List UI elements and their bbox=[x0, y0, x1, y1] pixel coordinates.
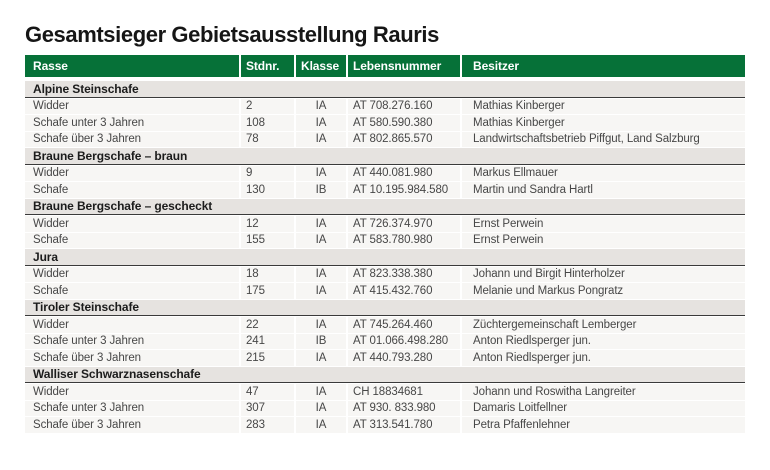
cell-rasse: Widder bbox=[25, 216, 239, 232]
section-header: Jura bbox=[25, 249, 745, 266]
table-row bbox=[25, 267, 745, 283]
cell-besitzer: Martin und Sandra Hartl bbox=[462, 182, 745, 198]
cell-rasse: Schafe bbox=[25, 233, 239, 249]
cell-lebensnummer: AT 440.793.280 bbox=[348, 350, 460, 366]
section-header: Braune Bergschafe – gescheckt bbox=[25, 199, 745, 216]
cell-besitzer: Johann und Roswitha Langreiter bbox=[462, 384, 745, 400]
cell-besitzer: Anton Riedlsperger jun. bbox=[462, 334, 745, 350]
table-row bbox=[25, 115, 745, 131]
cell-rasse: Schafe über 3 Jahren bbox=[25, 132, 239, 148]
cell-rasse: Widder bbox=[25, 166, 239, 182]
cell-besitzer: Ernst Perwein bbox=[462, 216, 745, 232]
table-body bbox=[25, 81, 745, 433]
column-header-stdnr: Stdnr. bbox=[241, 55, 294, 77]
cell-klasse: IA bbox=[296, 132, 346, 148]
table-row bbox=[25, 350, 745, 366]
cell-besitzer: Züchtergemeinschaft Lemberger bbox=[462, 317, 745, 333]
cell-klasse: IA bbox=[296, 267, 346, 283]
cell-rasse: Schafe unter 3 Jahren bbox=[25, 334, 239, 350]
cell-klasse: IA bbox=[296, 166, 346, 182]
cell-rasse: Schafe über 3 Jahren bbox=[25, 417, 239, 433]
section-header: Tiroler Steinschafe bbox=[25, 300, 745, 317]
cell-stdnr: 12 bbox=[241, 216, 294, 232]
cell-stdnr: 2 bbox=[241, 99, 294, 115]
table-row bbox=[25, 334, 745, 350]
table-row bbox=[25, 233, 745, 249]
table-row bbox=[25, 283, 745, 299]
column-header-rasse: Rasse bbox=[25, 55, 239, 77]
table-row bbox=[25, 166, 745, 182]
table-row bbox=[25, 182, 745, 198]
cell-besitzer: Landwirtschaftsbetrieb Piffgut, Land Salzburg bbox=[462, 132, 745, 148]
table-header-row bbox=[25, 55, 745, 77]
cell-klasse: IA bbox=[296, 283, 346, 299]
cell-lebensnummer: AT 313.541.780 bbox=[348, 417, 460, 433]
table-row bbox=[25, 132, 745, 148]
table-row bbox=[25, 317, 745, 333]
cell-lebensnummer: AT 745.264.460 bbox=[348, 317, 460, 333]
table-row bbox=[25, 384, 745, 400]
cell-lebensnummer: AT 10.195.984.580 bbox=[348, 182, 460, 198]
cell-stdnr: 283 bbox=[241, 417, 294, 433]
cell-besitzer: Anton Riedlsperger jun. bbox=[462, 350, 745, 366]
cell-besitzer: Johann und Birgit Hinterholzer bbox=[462, 267, 745, 283]
section-header: Alpine Steinschafe bbox=[25, 81, 745, 98]
cell-besitzer: Petra Pfaffenlehner bbox=[462, 417, 745, 433]
cell-klasse: IA bbox=[296, 216, 346, 232]
column-header-klasse: Klasse bbox=[296, 55, 346, 77]
column-header-lebensnummer: Lebensnummer bbox=[348, 55, 460, 77]
cell-besitzer: Ernst Perwein bbox=[462, 233, 745, 249]
cell-stdnr: 78 bbox=[241, 132, 294, 148]
cell-lebensnummer: AT 583.780.980 bbox=[348, 233, 460, 249]
cell-klasse: IA bbox=[296, 233, 346, 249]
page-title: Gesamtsieger Gebietsausstellung Rauris bbox=[25, 22, 439, 47]
cell-rasse: Schafe unter 3 Jahren bbox=[25, 115, 239, 131]
section-header: Walliser Schwarznasenschafe bbox=[25, 367, 745, 384]
cell-klasse: IA bbox=[296, 401, 346, 417]
cell-stdnr: 9 bbox=[241, 166, 294, 182]
cell-stdnr: 18 bbox=[241, 267, 294, 283]
cell-rasse: Schafe unter 3 Jahren bbox=[25, 401, 239, 417]
table-row bbox=[25, 216, 745, 232]
cell-lebensnummer: AT 802.865.570 bbox=[348, 132, 460, 148]
cell-klasse: IA bbox=[296, 115, 346, 131]
cell-lebensnummer: CH 18834681 bbox=[348, 384, 460, 400]
cell-stdnr: 175 bbox=[241, 283, 294, 299]
table-row bbox=[25, 401, 745, 417]
cell-lebensnummer: AT 708.276.160 bbox=[348, 99, 460, 115]
cell-lebensnummer: AT 930. 833.980 bbox=[348, 401, 460, 417]
cell-lebensnummer: AT 823.338.380 bbox=[348, 267, 460, 283]
cell-stdnr: 215 bbox=[241, 350, 294, 366]
results-table bbox=[25, 55, 745, 434]
cell-stdnr: 22 bbox=[241, 317, 294, 333]
cell-lebensnummer: AT 580.590.380 bbox=[348, 115, 460, 131]
cell-klasse: IA bbox=[296, 417, 346, 433]
cell-klasse: IB bbox=[296, 182, 346, 198]
cell-besitzer: Damaris Loitfellner bbox=[462, 401, 745, 417]
table-row bbox=[25, 99, 745, 115]
cell-lebensnummer: AT 726.374.970 bbox=[348, 216, 460, 232]
cell-rasse: Schafe über 3 Jahren bbox=[25, 350, 239, 366]
cell-klasse: IA bbox=[296, 350, 346, 366]
cell-stdnr: 130 bbox=[241, 182, 294, 198]
column-header-besitzer: Besitzer bbox=[462, 55, 745, 77]
cell-lebensnummer: AT 415.432.760 bbox=[348, 283, 460, 299]
cell-stdnr: 241 bbox=[241, 334, 294, 350]
cell-besitzer: Mathias Kinberger bbox=[462, 99, 745, 115]
cell-rasse: Schafe bbox=[25, 182, 239, 198]
cell-stdnr: 47 bbox=[241, 384, 294, 400]
cell-lebensnummer: AT 01.066.498.280 bbox=[348, 334, 460, 350]
cell-stdnr: 155 bbox=[241, 233, 294, 249]
cell-besitzer: Mathias Kinberger bbox=[462, 115, 745, 131]
cell-rasse: Widder bbox=[25, 99, 239, 115]
cell-stdnr: 307 bbox=[241, 401, 294, 417]
cell-klasse: IA bbox=[296, 99, 346, 115]
cell-rasse: Schafe bbox=[25, 283, 239, 299]
cell-rasse: Widder bbox=[25, 317, 239, 333]
cell-besitzer: Melanie und Markus Pongratz bbox=[462, 283, 745, 299]
cell-stdnr: 108 bbox=[241, 115, 294, 131]
cell-rasse: Widder bbox=[25, 267, 239, 283]
table-row bbox=[25, 417, 745, 433]
cell-klasse: IA bbox=[296, 384, 346, 400]
cell-besitzer: Markus Ellmauer bbox=[462, 166, 745, 182]
cell-klasse: IA bbox=[296, 317, 346, 333]
cell-klasse: IB bbox=[296, 334, 346, 350]
cell-rasse: Widder bbox=[25, 384, 239, 400]
section-header: Braune Bergschafe – braun bbox=[25, 148, 745, 165]
cell-lebensnummer: AT 440.081.980 bbox=[348, 166, 460, 182]
